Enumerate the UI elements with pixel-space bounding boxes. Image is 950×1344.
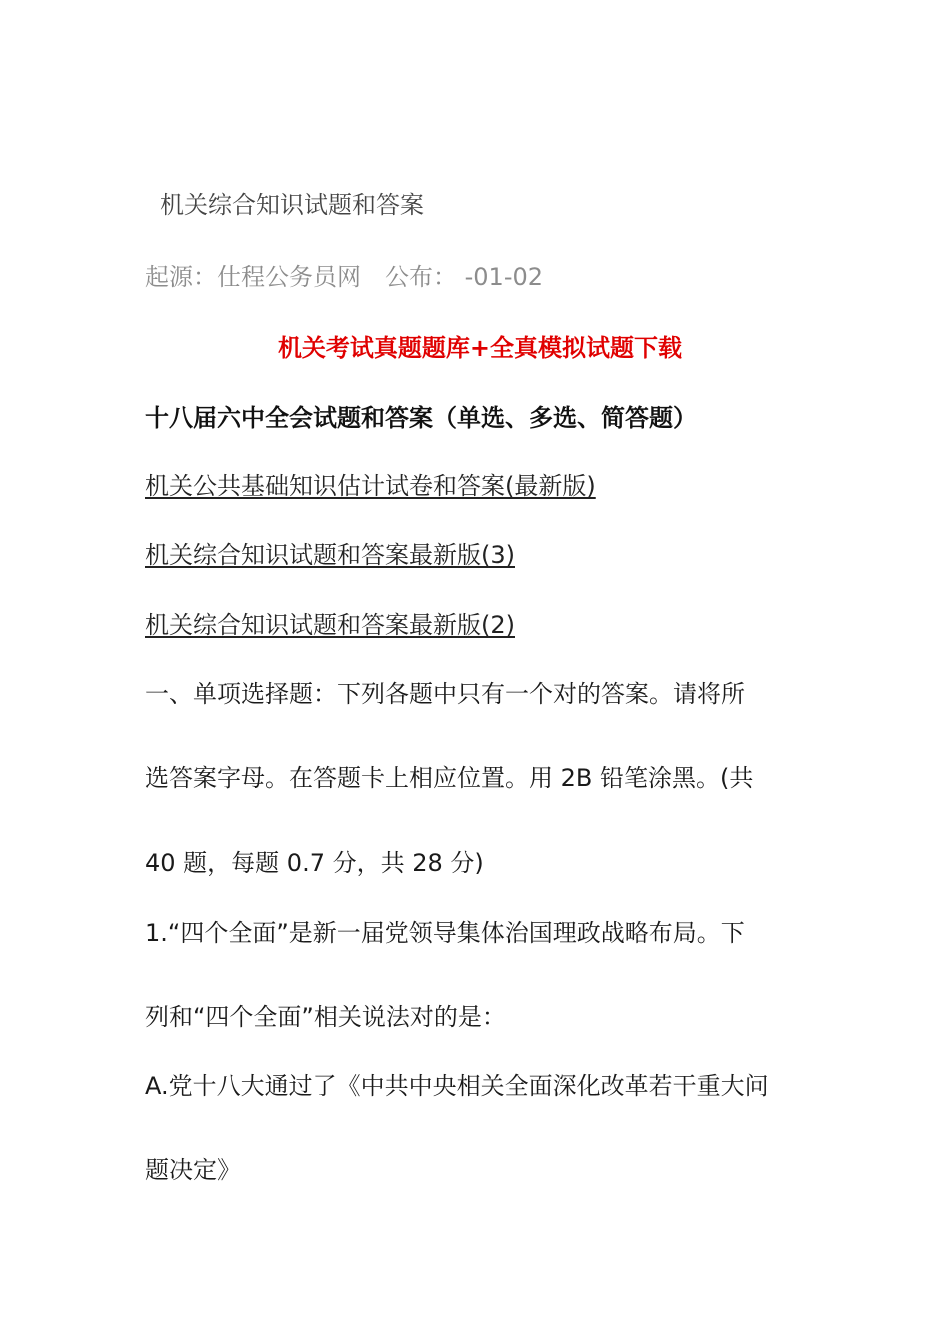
question-line: 1.“四个全面”是新一届党领导集体治国理政战略布局。下 [145, 919, 745, 947]
related-link-2[interactable]: 机关综合知识试题和答案最新版(3) [145, 541, 515, 569]
source-label: 起源：仕程公务员网 [145, 263, 361, 291]
option-line: A.党十八大通过了《中共中央相关全面深化改革若干重大问 [145, 1072, 769, 1100]
publish-label: 公布： [385, 263, 457, 291]
promo-link[interactable]: 机关考试真题题库+全真模拟试题下载 [277, 334, 683, 362]
body-line: 40 题，每题 0.7 分，共 28 分) [145, 849, 484, 877]
body-line: 选答案字母。在答题卡上相应位置。用 2B 铅笔涂黑。(共 [145, 764, 754, 792]
body-line: 一、单项选择题：下列各题中只有一个对的答案。请将所 [145, 680, 745, 708]
source-info [145, 262, 543, 292]
question-line: 列和“四个全面”相关说法对的是： [145, 1003, 506, 1031]
related-link-1[interactable]: 机关公共基础知识估计试卷和答案(最新版) [145, 472, 596, 500]
option-line: 题决定》 [145, 1156, 241, 1184]
document-title: 机关综合知识试题和答案 [160, 191, 424, 219]
publish-date: -01-02 [457, 263, 544, 291]
related-link-3[interactable]: 机关综合知识试题和答案最新版(2) [145, 611, 515, 639]
section-heading[interactable]: 十八届六中全会试题和答案（单选、多选、简答题） [145, 404, 697, 432]
